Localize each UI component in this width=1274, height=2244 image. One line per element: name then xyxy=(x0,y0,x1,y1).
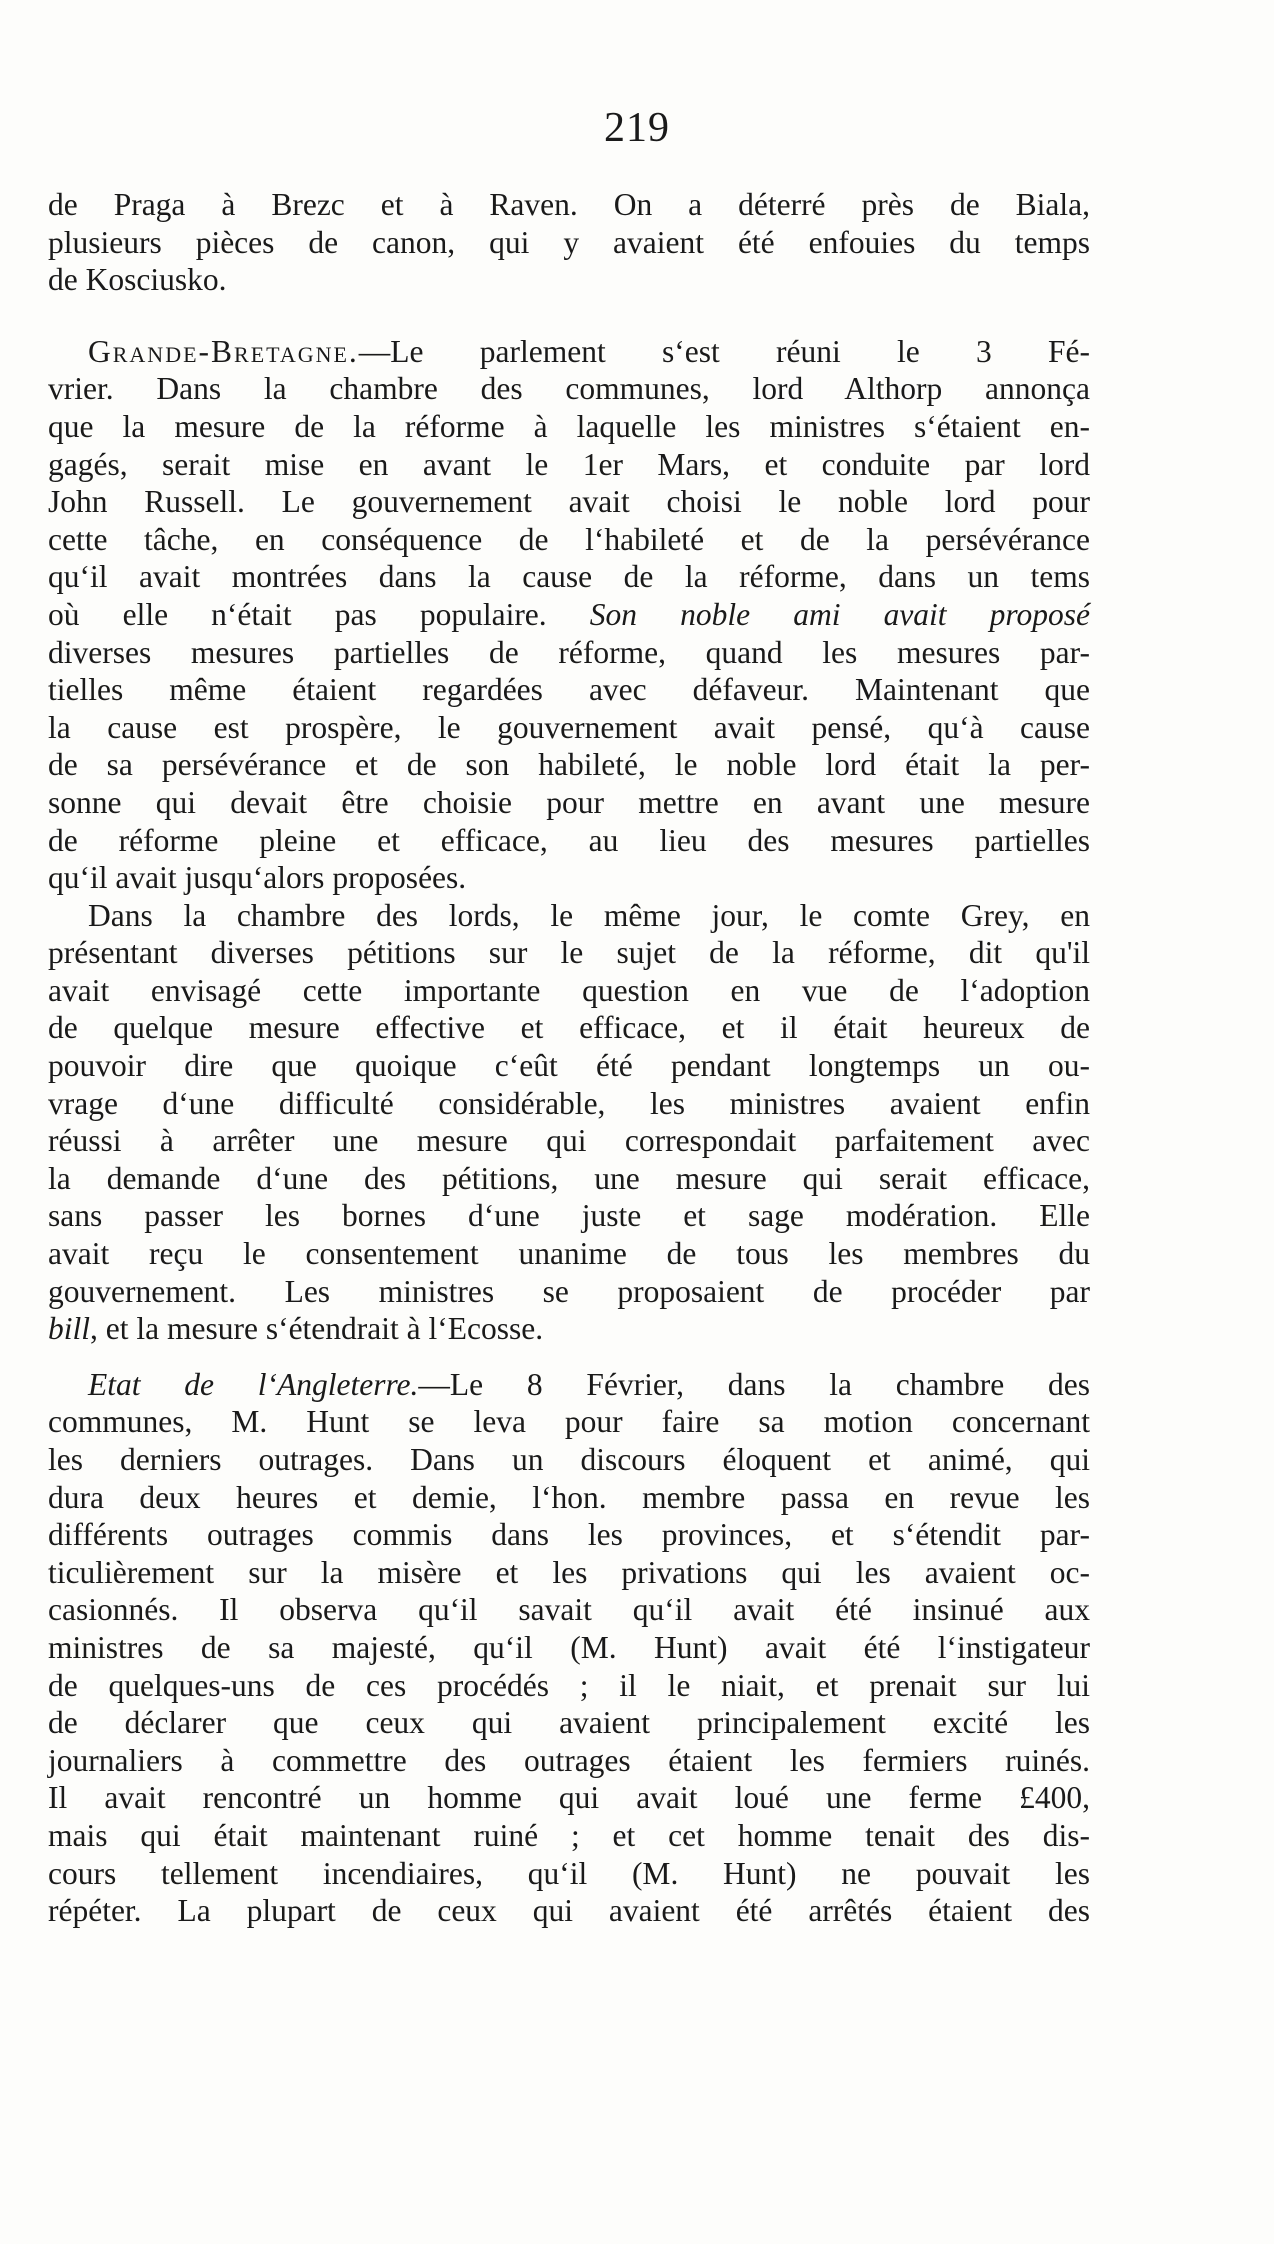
text-line: avait envisagé cette importante question en vue de l‘adoption xyxy=(48,972,1090,1008)
text-line xyxy=(48,1366,1090,1404)
text-line: de Praga à Brezc et à Raven. On a déterré près de Biala, xyxy=(48,187,1090,222)
text-line: de sa persévérance et de son habileté, le noble lord était la per- xyxy=(48,747,1090,783)
text-line: communes, M. Hunt se leva pour faire sa motion concernant xyxy=(48,1404,1090,1440)
page-number: 219 xyxy=(604,105,670,151)
text-line: la cause est prospère, le gouvernement avait pensé, qu‘à cause xyxy=(48,709,1090,745)
text-line: vrier. Dans la chambre des communes, lord Althorp annonça xyxy=(48,371,1090,407)
text-line: gagés, serait mise en avant le 1er Mars, et conduite par lord xyxy=(48,446,1090,482)
section-heading-grande-bretagne: Grande-Bretagne. xyxy=(88,333,359,369)
text-line: John Russell. Le gouvernement avait choisi le noble lord pour xyxy=(48,484,1090,520)
text-line: tielles même étaient regardées avec défaveur. Maintenant que xyxy=(48,672,1090,708)
text-line: de quelque mesure effective et efficace, et il était heureux de xyxy=(48,1010,1090,1046)
text-line: sans passer les bornes d‘une juste et sage modération. Elle xyxy=(48,1198,1090,1234)
text-line: de quelques-uns de ces procédés ; il le niait, et prenait sur lui xyxy=(48,1667,1090,1703)
text-line: mais qui était maintenant ruiné ; et cet homme tenait des dis- xyxy=(48,1817,1090,1853)
italic-fragment: Son noble ami avait proposé xyxy=(546,596,1090,632)
text-fragment: —Le parlement s‘est réuni le 3 Fé- xyxy=(358,333,1090,369)
text-line: plusieurs pièces de canon, qui y avaient été enfouies du temps xyxy=(48,224,1090,260)
italic-fragment: bill xyxy=(48,1311,91,1347)
text-line: avait reçu le consentement unanime de tous les membres du xyxy=(48,1236,1090,1272)
paragraph-gap xyxy=(48,299,1090,333)
text-line: la demande d‘une des pétitions, une mesure qui serait efficace, xyxy=(48,1160,1090,1196)
text-line: de déclarer que ceux qui avaient principalement excité les xyxy=(48,1705,1090,1741)
text-line: cours tellement incendiaires, qu‘il (M. Hunt) ne pouvait les xyxy=(48,1855,1090,1891)
text-line: présentant diverses pétitions sur le sujet de la réforme, dit qu'il xyxy=(48,935,1090,971)
text-line: réussi à arrêter une mesure qui correspondait parfaitement avec xyxy=(48,1123,1090,1159)
text-line: diverses mesures partielles de réforme, quand les mesures par- xyxy=(48,634,1090,670)
text-line: dura deux heures et demie, l‘hon. membre passa en revue les xyxy=(48,1479,1090,1515)
text-line: qu‘il avait montrées dans la cause de la réforme, dans un tems xyxy=(48,559,1090,595)
text-line xyxy=(48,333,1090,371)
text-line: vrage d‘une difficulté considérable, les ministres avaient enfin xyxy=(48,1085,1090,1121)
text-line xyxy=(48,1310,1090,1348)
text-fragment: où elle n‘était pas populaire. xyxy=(48,596,547,632)
text-line: cette tâche, en conséquence de l‘habileté et de la persévérance xyxy=(48,521,1090,557)
text-line: gouvernement. Les ministres se proposaient de procéder par xyxy=(48,1273,1090,1309)
body-text xyxy=(48,186,1090,1930)
text-line: Il avait rencontré un homme qui avait loué une ferme £400, xyxy=(48,1780,1090,1816)
text-line xyxy=(48,596,1090,634)
text-fragment: , et la mesure s‘étendrait à l‘Ecosse. xyxy=(90,1311,544,1347)
paragraph-gap xyxy=(48,1348,1090,1366)
text-line: ministres de sa majesté, qu‘il (M. Hunt) avait été l‘instigateur xyxy=(48,1629,1090,1665)
text-line: de Kosciusko. xyxy=(48,262,227,298)
text-line: pouvoir dire que quoique c‘eût été pendant longtemps un ou- xyxy=(48,1048,1090,1084)
text-line: de réforme pleine et efficace, au lieu des mesures partielles xyxy=(48,822,1090,858)
text-line: casionnés. Il observa qu‘il savait qu‘il avait été insinué aux xyxy=(48,1592,1090,1628)
text-line: Dans la chambre des lords, le même jour, le comte Grey, en xyxy=(88,897,1090,933)
text-fragment: —Le 8 Février, dans la chambre des xyxy=(418,1366,1090,1402)
text-line: sonne qui devait être choisie pour mettre en avant une mesure xyxy=(48,784,1090,820)
text-line: les derniers outrages. Dans un discours éloquent et animé, qui xyxy=(48,1442,1090,1477)
text-line: ticulièrement sur la misère et les privations qui les avaient oc- xyxy=(48,1554,1090,1590)
text-line: journaliers à commettre des outrages étaient les fermiers ruinés. xyxy=(48,1742,1090,1778)
text-line: différents outrages commis dans les provinces, et s‘étendit par- xyxy=(48,1517,1090,1553)
section-heading-etat-angleterre: Etat de l‘Angleterre. xyxy=(88,1366,419,1402)
text-line: qu‘il avait jusqu‘alors proposées. xyxy=(48,860,467,896)
text-line: que la mesure de la réforme à laquelle les ministres s‘étaient en- xyxy=(48,408,1090,444)
text-line: répéter. La plupart de ceux qui avaient été arrêtés étaient des xyxy=(48,1893,1090,1929)
